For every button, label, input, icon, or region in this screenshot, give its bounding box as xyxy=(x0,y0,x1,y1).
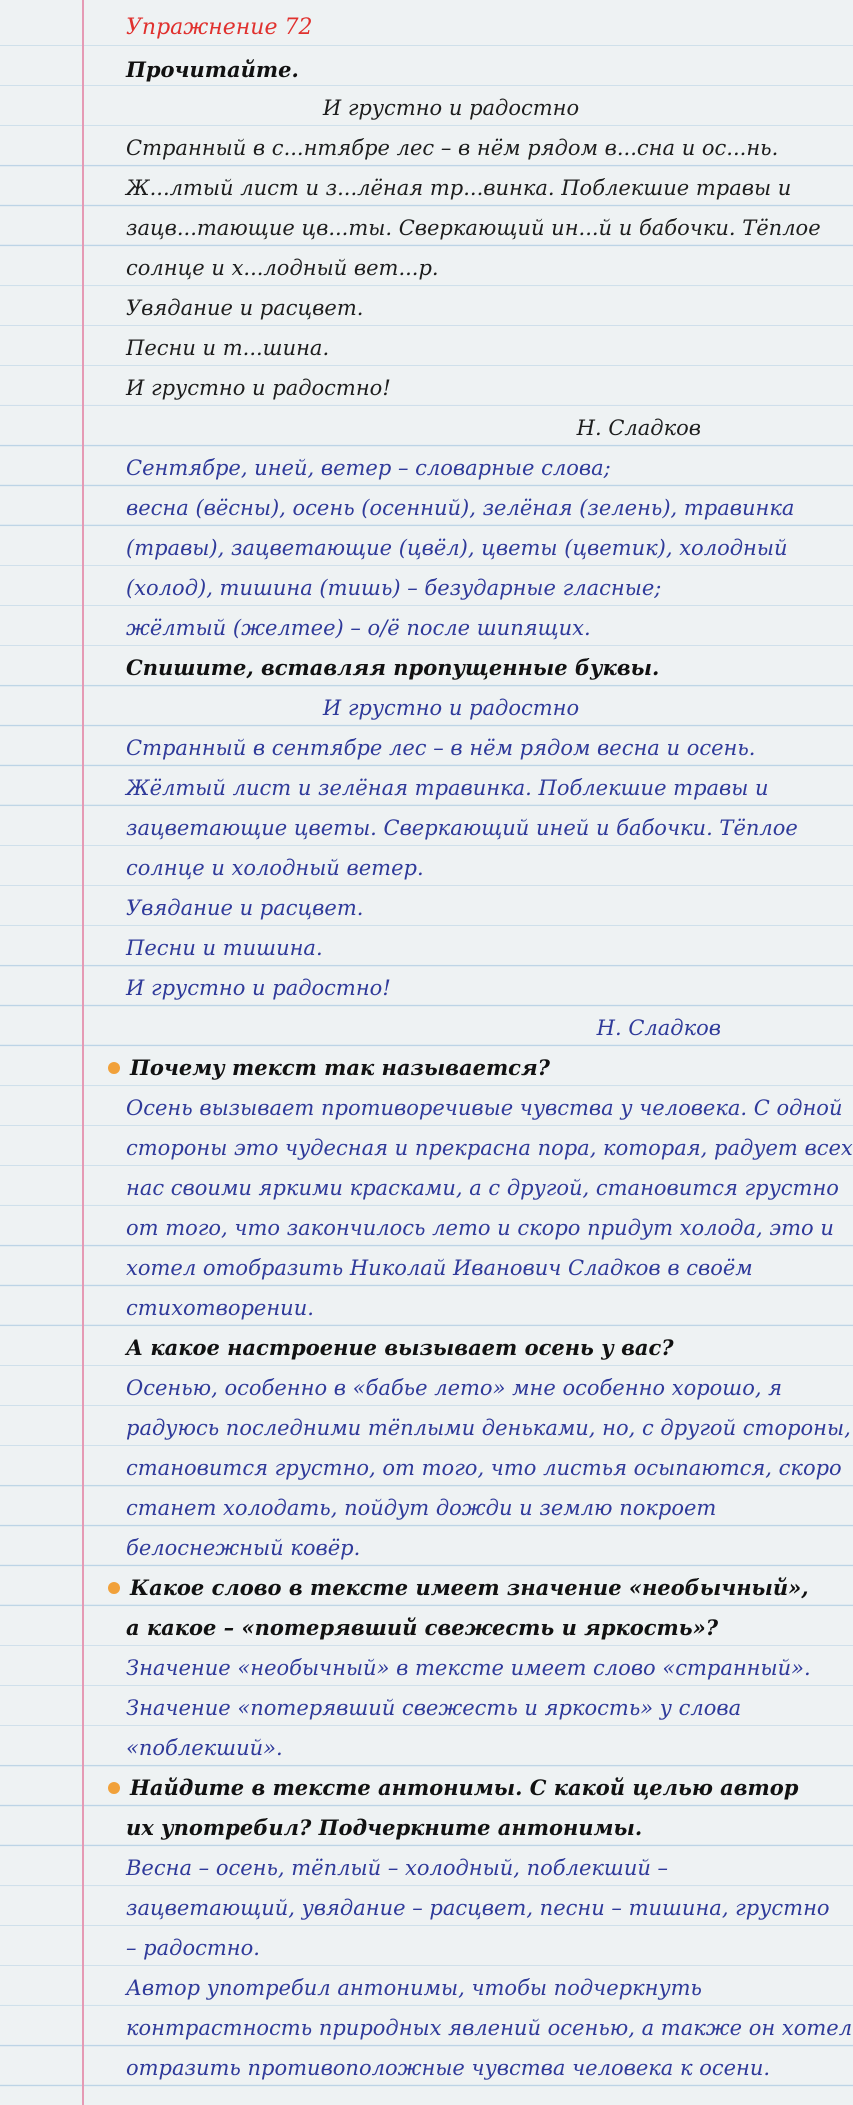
text-line: Н. Сладков xyxy=(596,1016,721,1040)
task-line: а какое – «потерявший свежесть и яркость»? xyxy=(126,1615,719,1640)
text-line: нас своими яркими красками, а с другой, становится грустно xyxy=(126,1176,839,1200)
text-line: солнце и х...лодный вет...р. xyxy=(126,256,439,280)
task-line: Спишите, вставляя пропущенные буквы. xyxy=(126,655,660,680)
text-line: белоснежный ковёр. xyxy=(126,1536,361,1560)
text-line: стихотворении. xyxy=(126,1296,314,1320)
text-line: Песни и тишина. xyxy=(126,936,323,960)
text-line: зацветающие цветы. Сверкающий иней и бабочки. Тёплое xyxy=(126,816,798,840)
text-line: И грустно и радостно xyxy=(322,696,580,720)
text-line: становится грустно, от того, что листья осыпаются, скоро xyxy=(126,1456,842,1480)
text-line: Ж...лтый лист и з...лёная тр...винка. Поблекшие травы и xyxy=(126,176,792,200)
text-line: Осенью, особенно в «бабье лето» мне особенно хорошо, я xyxy=(126,1376,783,1400)
text-line: Значение «необычный» в тексте имеет слово «странный». xyxy=(126,1656,811,1680)
text-line: «поблекший». xyxy=(126,1736,283,1760)
task-line: Почему текст так называется? xyxy=(102,1048,776,1088)
text-line: станет холодать, пойдут дожди и землю покроет xyxy=(126,1496,717,1520)
task-line: Прочитайте. xyxy=(126,57,299,82)
text-line: Н. Сладков xyxy=(576,416,701,440)
text-line: Песни и т...шина. xyxy=(126,336,330,360)
text-line: Осень вызывает противоречивые чувства у человека. С одной xyxy=(126,1096,843,1120)
text-line: радуюсь последними тёплыми деньками, но, с другой стороны, xyxy=(126,1416,851,1440)
text-line: зацв...тающие цв...ты. Сверкающий ин...й и бабочки. Тёплое xyxy=(126,216,821,240)
text-line: хотел отобразить Николай Иванович Сладков в своём xyxy=(126,1256,753,1280)
text-line: жёлтый (желтее) – о/ё после шипящих. xyxy=(126,616,591,640)
text-line: И грустно и радостно xyxy=(322,96,580,120)
text-line: Странный в сентябре лес – в нём рядом весна и осень. xyxy=(126,736,756,760)
text-line: зацветающий, увядание – расцвет, песни – тишина, грустно xyxy=(126,1896,830,1920)
text-line: (травы), зацветающие (цвёл), цветы (цветик), холодный xyxy=(126,536,788,560)
text-line: Увядание и расцвет. xyxy=(126,296,364,320)
exercise-title: Упражнение 72 xyxy=(126,15,313,40)
text-line: Автор употребил антонимы, чтобы подчеркнуть xyxy=(126,1976,702,2000)
text-line: Значение «потерявший свежесть и яркость» у слова xyxy=(126,1696,742,1720)
text-line: Увядание и расцвет. xyxy=(126,896,364,920)
task-line: Найдите в тексте антонимы. С какой целью автор xyxy=(102,1768,776,1808)
task-line: их употребил? Подчеркните антонимы. xyxy=(126,1815,643,1840)
text-line: Странный в с...нтябре лес – в нём рядом в...сна и ос...нь. xyxy=(126,136,779,160)
text-line: (холод), тишина (тишь) – безударные гласные; xyxy=(126,576,662,600)
text-line: Жёлтый лист и зелёная травинка. Поблекшие травы и xyxy=(126,776,769,800)
text-line: Весна – осень, тёплый – холодный, поблекший – xyxy=(126,1856,669,1880)
task-line: Какое слово в тексте имеет значение «необычный», xyxy=(102,1568,776,1608)
text-line: И грустно и радостно! xyxy=(126,376,391,400)
text-line: стороны это чудесная и прекрасна пора, которая, радует всех xyxy=(126,1136,853,1160)
text-line: солнце и холодный ветер. xyxy=(126,856,424,880)
task-line: А какое настроение вызывает осень у вас? xyxy=(126,1335,674,1360)
text-line: Сентябре, иней, ветер – словарные слова; xyxy=(126,456,611,480)
text-line: – радостно. xyxy=(126,1936,260,1960)
text-line: И грустно и радостно! xyxy=(126,976,391,1000)
text-line: от того, что закончилось лето и скоро придут холода, это и xyxy=(126,1216,834,1240)
text-line: контрастность природных явлений осенью, а также он хотел xyxy=(126,2016,853,2040)
text-line: весна (вёсны), осень (осенний), зелёная (зелень), травинка xyxy=(126,496,795,520)
text-line: отразить противоположные чувства человека к осени. xyxy=(126,2056,771,2080)
